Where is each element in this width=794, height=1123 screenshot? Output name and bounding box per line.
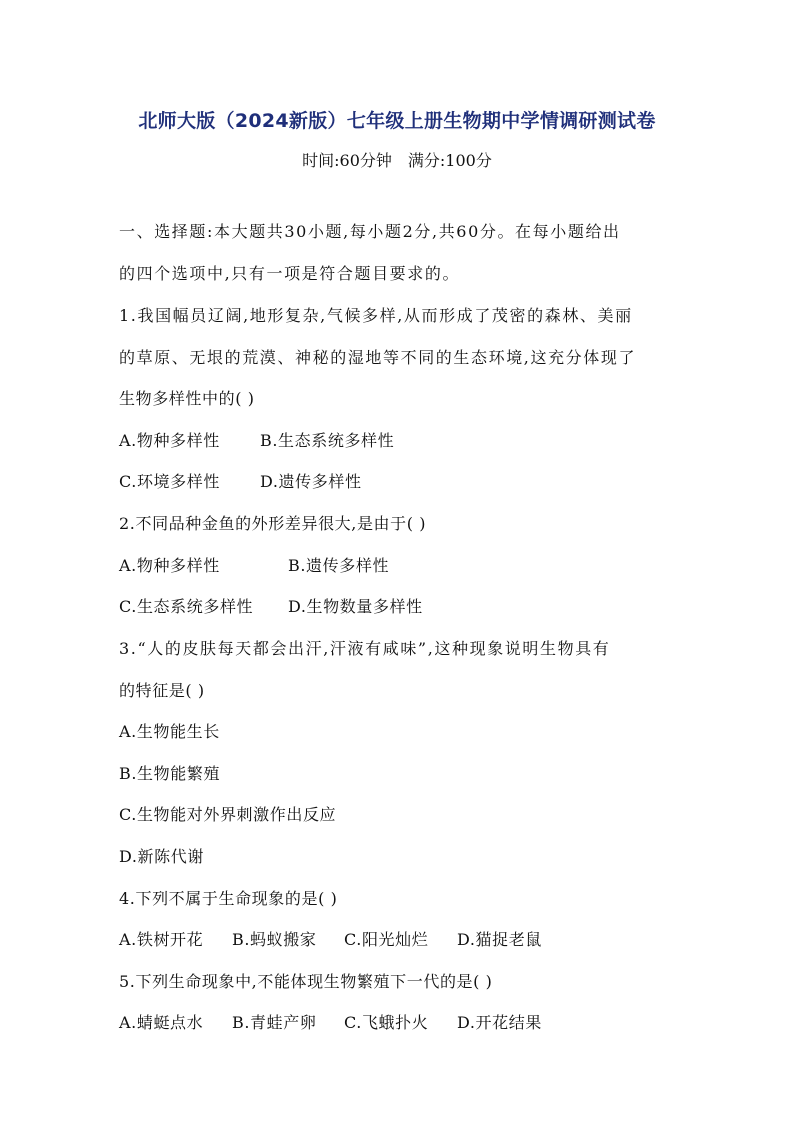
- q4-options: [119, 927, 542, 950]
- q1-option-b: B.生态系统多样性: [260, 431, 395, 450]
- q4-option-b: B.蚂蚁搬家: [232, 930, 317, 949]
- q3-option-d: D.新陈代谢: [119, 847, 204, 866]
- q3-option-a: A.生物能生长: [119, 722, 220, 741]
- exam-time-score: 时间:60分钟 满分:100分: [302, 151, 492, 170]
- q3-option-c: C.生物能对外界刺激作出反应: [119, 805, 337, 824]
- q1-stem-line1: 1.我国幅员辽阔,地形复杂,气候多样,从而形成了茂密的森林、美丽: [119, 306, 633, 325]
- q1-options-row2: [119, 469, 362, 492]
- q4-option-d: D.猫捉老鼠: [457, 930, 542, 949]
- q5-option-a: A.蜻蜓点水: [119, 1013, 204, 1032]
- q1-stem-line2: 的草原、无垠的荒漠、神秘的湿地等不同的生态环境,这充分体现了: [119, 348, 637, 367]
- q5-options: [119, 1010, 542, 1033]
- q2-option-d: D.生物数量多样性: [288, 597, 423, 616]
- q2-option-a: A.物种多样性: [119, 556, 220, 575]
- q4-option-a: A.铁树开花: [119, 930, 204, 949]
- q2-options-row2: [119, 594, 423, 617]
- q2-option-c: C.生态系统多样性: [119, 597, 254, 616]
- q2-options-row1: [119, 553, 389, 576]
- q5-stem: 5.下列生命现象中,不能体现生物繁殖下一代的是( ): [119, 972, 493, 991]
- q3-stem-line2: 的特征是( ): [119, 681, 205, 700]
- q3-option-b: B.生物能繁殖: [119, 764, 221, 783]
- q3-stem-line1: 3.“人的皮肤每天都会出汗,汗液有咸味”,这种现象说明生物具有: [119, 639, 611, 658]
- section-instruction-line2: 的四个选项中,只有一项是符合题目要求的。: [119, 264, 461, 283]
- q1-option-d: D.遗传多样性: [260, 472, 362, 491]
- section-instruction-line1: 一、选择题:本大题共30小题,每小题2分,共60分。在每小题给出: [119, 222, 621, 241]
- q1-options-row1: [119, 428, 394, 451]
- q2-stem: 2.不同品种金鱼的外形差异很大,是由于( ): [119, 514, 427, 533]
- q4-option-c: C.阳光灿烂: [344, 930, 429, 949]
- q5-option-c: C.飞蛾扑火: [344, 1013, 429, 1032]
- q5-option-b: B.青蛙产卵: [232, 1013, 317, 1032]
- q1-stem-line3: 生物多样性中的( ): [119, 389, 255, 408]
- page-title: 北师大版（2024新版）七年级上册生物期中学情调研测试卷: [138, 110, 656, 132]
- q4-stem: 4.下列不属于生命现象的是( ): [119, 889, 338, 908]
- q2-option-b: B.遗传多样性: [288, 556, 390, 575]
- q1-option-a: A.物种多样性: [119, 431, 220, 450]
- q5-option-d: D.开花结果: [457, 1013, 542, 1032]
- q1-option-c: C.环境多样性: [119, 472, 220, 491]
